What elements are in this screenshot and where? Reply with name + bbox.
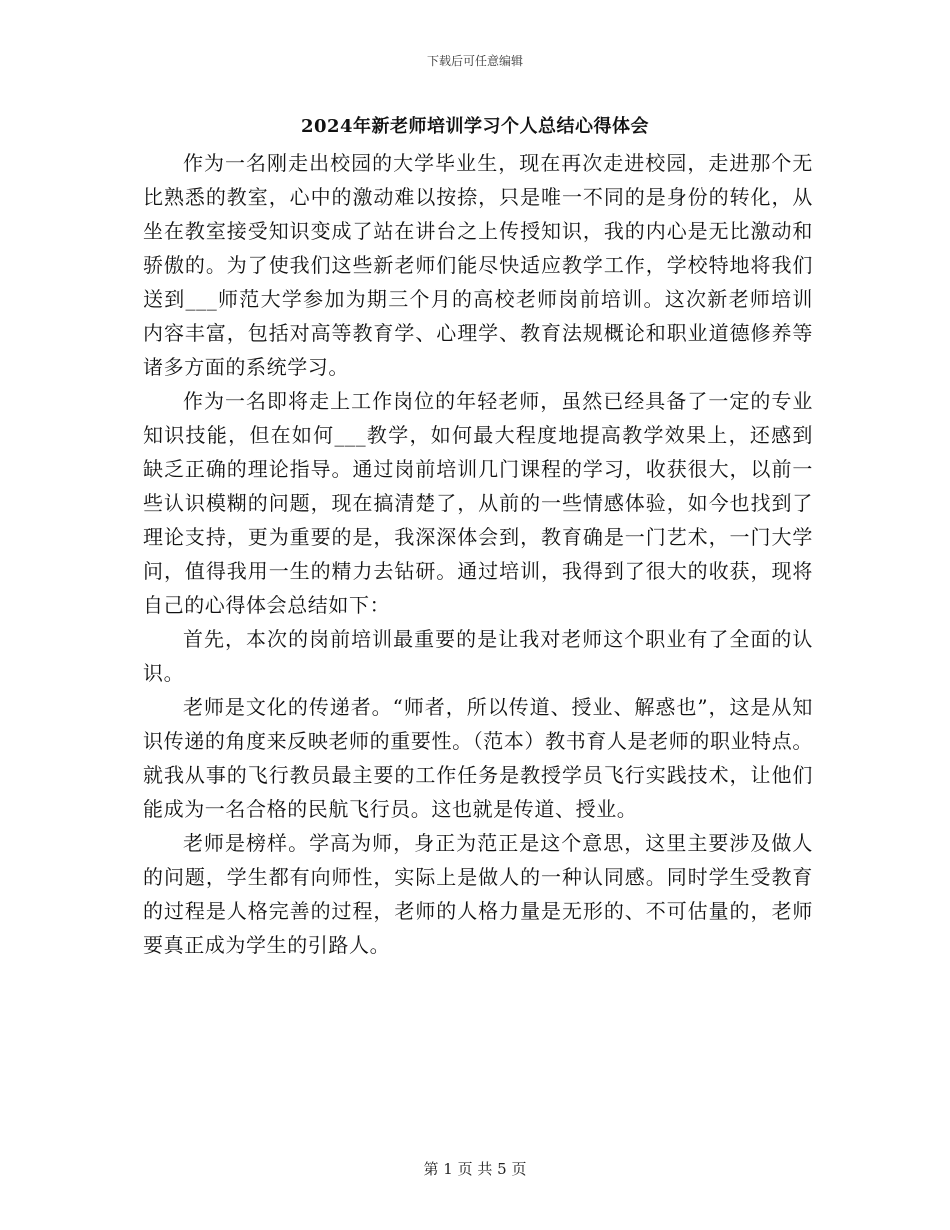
paragraph-3: 首先，本次的岗前培训最重要的是让我对老师这个职业有了全面的认识。 (143, 627, 813, 685)
paragraph-2: 作为一名即将走上工作岗位的年轻老师，虽然已经具备了一定的专业知识技能，但在如何___教学，如何最大程度地提高教学效果上，还感到缺乏正确的理论指导。通过岗前培训几门课程的学习，收获很大，以前一些认识模糊的问题，现在搞清楚了，从前的一些情感体验，如今也找到了理论支持，更为重要的是，我深深体会到，教育确是一门艺术，一门大学问，值得我用一生的精力去钻研。通过培训，我得到了很大的收获，现将自己的心得体会总结如下： (143, 389, 813, 617)
paragraph-1: 作为一名刚走出校园的大学毕业生，现在再次走进校园，走进那个无比熟悉的教室，心中的激动难以按捺，只是唯一不同的是身份的转化，从坐在教室接受知识变成了站在讲台之上传授知识，我的内心是无比激动和骄傲的。为了使我们这些新老师们能尽快适应教学工作，学校特地将我们送到___师范大学参加为期三个月的高校老师岗前培训。这次新老师培训内容丰富，包括对高等教育学、心理学、教育法规概论和职业道德修养等诸多方面的系统学习。 (143, 151, 813, 379)
paragraph-5: 老师是榜样。学高为师，身正为范正是这个意思，这里主要涉及做人的问题，学生都有向师性，实际上是做人的一种认同感。同时学生受教育的过程是人格完善的过程，老师的人格力量是无形的、不可估量的，老师要真正成为学生的引路人。 (143, 831, 813, 957)
paragraph-4: 老师是文化的传递者。“师者，所以传道、授业、解惑也”，这是从知识传递的角度来反映老师的重要性。（范本）教书育人是老师的职业特点。就我从事的飞行教员最主要的工作任务是教授学员飞行实践技术，让他们能成为一名合格的民航飞行员。这也就是传道、授业。 (143, 695, 813, 821)
document-title: 2024年新老师培训学习个人总结心得体会 (300, 116, 650, 137)
header-note: 下载后可任意编辑 (426, 54, 523, 68)
page-number: 第 1 页 共 5 页 (423, 1160, 527, 1178)
document-body (143, 146, 813, 962)
